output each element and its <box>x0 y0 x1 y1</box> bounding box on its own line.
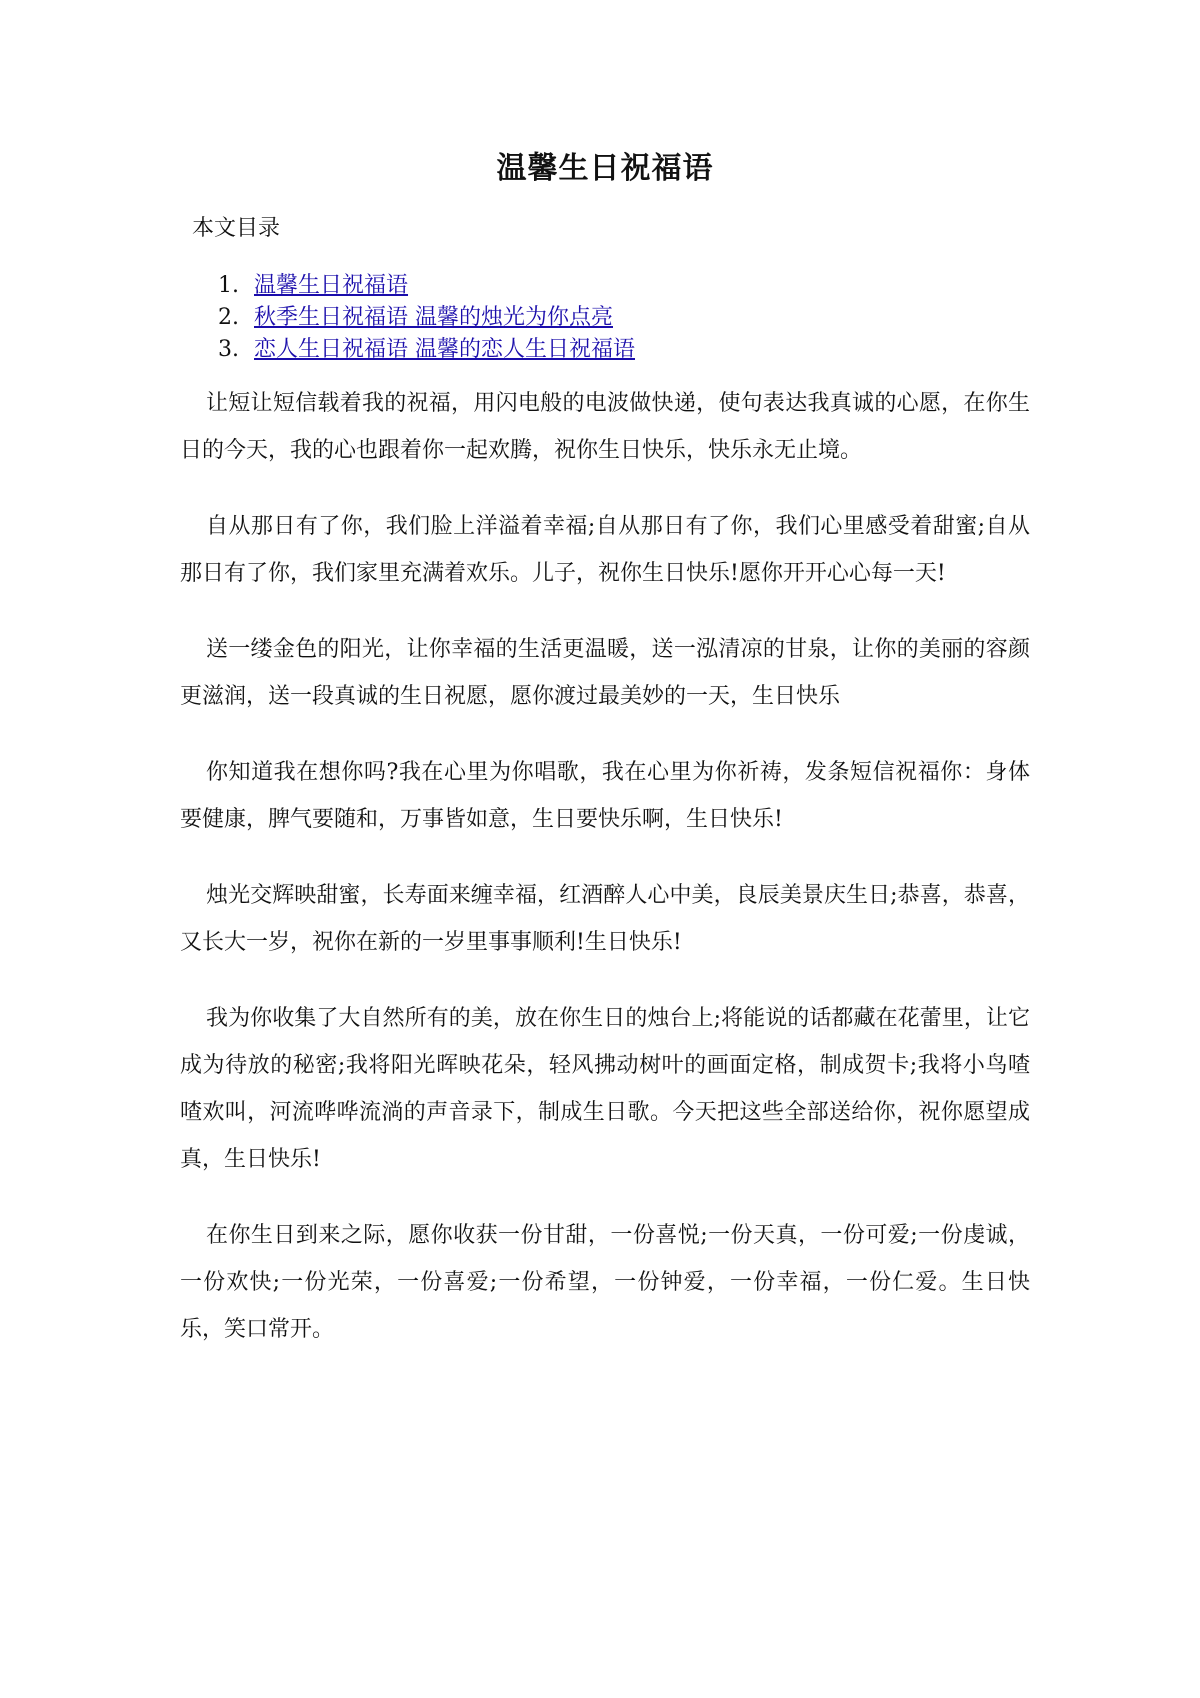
table-of-contents <box>180 270 1030 366</box>
article-body <box>180 380 1030 1353</box>
toc-heading: 本文目录 <box>192 216 281 241</box>
paragraph: 你知道我在想你吗?我在心里为你唱歌，我在心里为你祈祷，发条短信祝福你：身体要健康，脾气要随和，万事皆如意，生日要快乐啊，生日快乐! <box>180 760 1030 832</box>
toc-link-3[interactable]: 恋人生日祝福语 温馨的恋人生日祝福语 <box>254 337 635 362</box>
toc-link-1[interactable]: 温馨生日祝福语 <box>254 273 409 298</box>
toc-item <box>218 302 1030 334</box>
toc-item <box>218 270 1030 302</box>
paragraph: 让短让短信载着我的祝福，用闪电般的电波做快递，使句表达我真诚的心愿，在你生日的今天，我的心也跟着你一起欢腾，祝你生日快乐，快乐永无止境。 <box>180 391 1030 463</box>
toc-item-number: 3. <box>218 337 239 362</box>
toc-link-2[interactable]: 秋季生日祝福语 温馨的烛光为你点亮 <box>254 305 613 330</box>
toc-item-number: 2. <box>218 305 239 330</box>
paragraph: 送一缕金色的阳光，让你幸福的生活更温暖，送一泓清凉的甘泉，让你的美丽的容颜更滋润，送一段真诚的生日祝愿，愿你渡过最美妙的一天，生日快乐 <box>180 637 1030 709</box>
document-page <box>180 0 1030 1382</box>
document-title: 温馨生日祝福语 <box>496 151 714 186</box>
paragraph: 自从那日有了你，我们脸上洋溢着幸福;自从那日有了你，我们心里感受着甜蜜;自从那日有了你，我们家里充满着欢乐。儿子，祝你生日快乐!愿你开开心心每一天! <box>180 514 1030 586</box>
paragraph: 我为你收集了大自然所有的美，放在你生日的烛台上;将能说的话都藏在花蕾里，让它成为待放的秘密;我将阳光晖映花朵，轻风拂动树叶的画面定格，制成贺卡;我将小鸟喳喳欢叫，河流哗哗流淌的声音录下，制成生日歌。今天把这些全部送给你，祝你愿望成真，生日快乐! <box>180 1006 1030 1172</box>
paragraph: 烛光交辉映甜蜜，长寿面来缠幸福，红酒醉人心中美，良辰美景庆生日;恭喜，恭喜，又长大一岁，祝你在新的一岁里事事顺利!生日快乐! <box>180 883 1030 955</box>
toc-item <box>218 334 1030 366</box>
toc-item-number: 1. <box>218 273 239 298</box>
paragraph: 在你生日到来之际，愿你收获一份甘甜，一份喜悦;一份天真，一份可爱;一份虔诚，一份欢快;一份光荣，一份喜爱;一份希望，一份钟爱，一份幸福，一份仁爱。生日快乐，笑口常开。 <box>180 1223 1030 1342</box>
